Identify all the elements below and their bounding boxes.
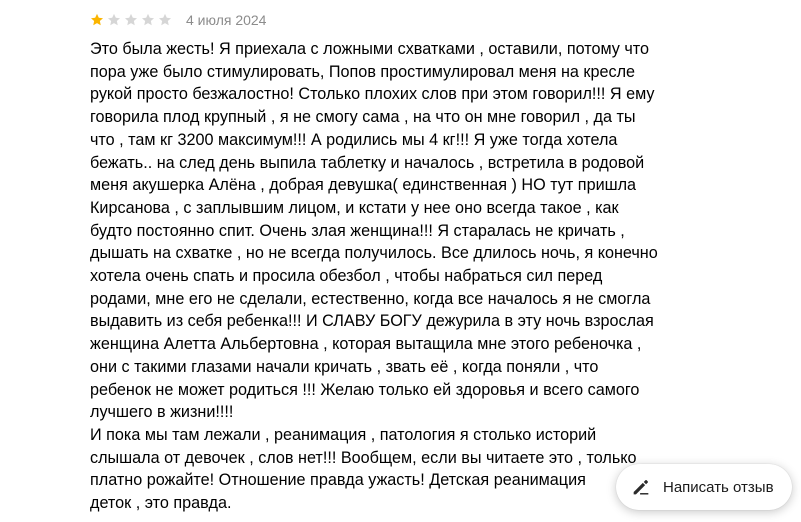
star-empty-icon [124, 13, 138, 27]
review-text-line: лучшего в жизни!!!! [90, 403, 234, 422]
review-text-line: они с такими глазами начали кричать , звать её , когда поняли , что [90, 357, 599, 376]
review-text-line: родами, мне его не сделали, естественно, когда все началось я не смогла [90, 289, 651, 308]
review-text-line: платно рожайте! Отношение правда ужасть! Детская реанимация [90, 471, 586, 490]
review-text-line: пора уже было стимулировать, Попов простимулировал меня на кресле [90, 62, 636, 81]
review-text-line: женщина Алетта Альбертовна , которая вытащила мне этого ребеночка , [90, 335, 642, 354]
pencil-icon [630, 476, 652, 498]
review-text [90, 38, 730, 515]
write-review-label: Написать отзыв [663, 478, 774, 496]
review-text-line: хотела очень спать и просила обезбол , чтобы набраться сил перед [90, 267, 603, 286]
star-empty-icon [141, 13, 155, 27]
review-date: 4 июля 2024 [186, 12, 267, 28]
review-text-line: Это была жесть! Я приехала с ложными схватками , оставили, потому что [90, 40, 650, 58]
review-text-line: рукой просто безжалостно! Столько плохих слов при этом говорил!!! Я ему [90, 85, 655, 104]
review-text-line: бежать.. на след день выпила таблетку и началось , встретила в родовой [90, 153, 645, 172]
review-header [90, 10, 266, 30]
review-text-line: выдавить из себя ребенка!!! И СЛАВУ БОГУ дежурила в эту ночь взрослая [90, 312, 654, 331]
review-text-line: дышать на схватке , но не всегда получилось. Все длилось ночь, я конечно [90, 244, 658, 263]
rating-stars [90, 13, 172, 27]
review-text-line: Кирсанова , с заплывшим лицом, и кстати у нее оно всегда такое , как [90, 198, 619, 217]
review-text-line: ребенок не может родиться !!! Желаю только ей здоровья и всего самого [90, 380, 640, 399]
review-text-line: говорила плод крупный , я не смогу сама , на что он мне говорил , да ты [90, 108, 636, 127]
review-text-line: слышала от девочек , слов нет!!! Вообщем, если вы читаете это , только [90, 448, 637, 467]
star-empty-icon [158, 13, 172, 27]
review-text-line: что , там кг 3200 максимум!!! А родились мы 4 кг!!! Я уже тогда хотела [90, 130, 618, 149]
review-text-line: И пока мы там лежали , реанимация , патология я столько историй [90, 425, 597, 444]
review-text-line: меня акушерка Алёна , добрая девушка( единственная ) НО тут пришла [90, 176, 637, 195]
star-empty-icon [107, 13, 121, 27]
review-text-line: деток , это правда. [90, 494, 232, 513]
review-text-line: будто постоянно спит. Очень злая женщина!!! Я старалась не кричать , [90, 221, 625, 240]
star-filled-icon [90, 13, 104, 27]
write-review-button[interactable] [616, 464, 792, 510]
